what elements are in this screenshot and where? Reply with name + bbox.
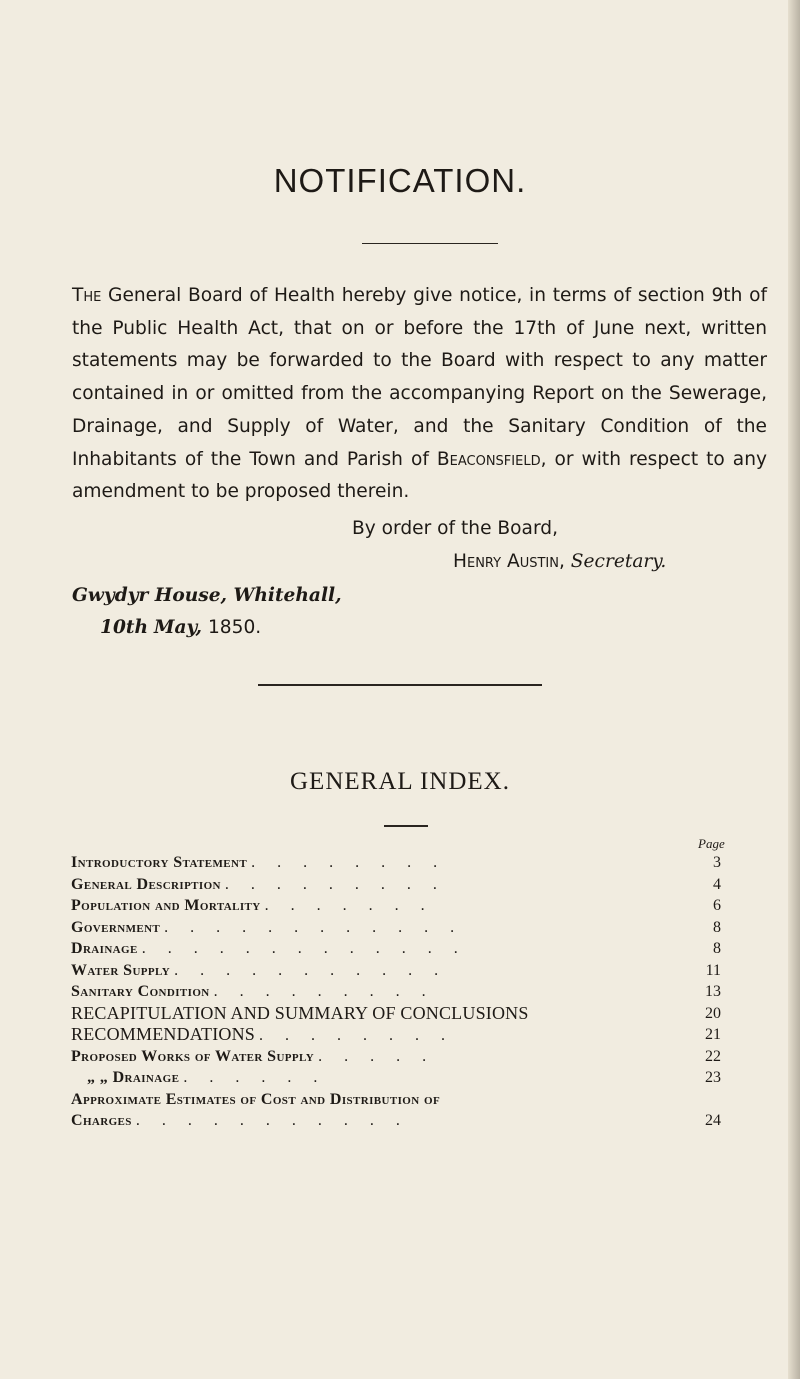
notice-lead-word: The [72,285,102,306]
index-entry: RECAPITULATION AND SUMMARY OF CONCLUSIONS 20 [71,1002,721,1023]
notice-place-name: Beaconsfield [436,448,541,470]
index-entry: Government . . . . . . . . . . . . 8 [71,918,721,936]
order-line: By order of the Board, [352,518,558,539]
index-entry: RECOMMENDATIONS . . . . . . . . 21 [71,1024,721,1044]
index-entry: Sanitary Condition . . . . . . . . . 13 [71,983,721,1000]
notice-text-part2: , or with respect to any amendment to be proposed therein. [72,448,767,503]
notice-body [72,280,767,509]
page-column-header: Page [698,836,725,851]
index-title: GENERAL INDEX. [290,768,510,795]
page-edge-shadow [788,0,800,1379]
date-year: 1850. [207,617,262,638]
index-entry: Charges . . . . . . . . . . . 24 [71,1112,721,1129]
index-entry: Population and Mortality . . . . . . . 6 [71,897,721,914]
notification-title: NOTIFICATION. [273,162,527,199]
index-entry: Water Supply . . . . . . . . . . . 11 [71,961,721,979]
date-month: May, [153,617,203,638]
secretary-signature [453,551,666,572]
address-line: Gwydyr House, Whitehall, [72,585,342,606]
notice-text-part1: General Board of Health hereby give notice, in terms of section 9th of the Public Health Act, that on or before the 17th of June next, written statements may be forwarded to the Board with respect to any matter contained in or omitted from the accompanying Report on the Sewerage, Drainage, and Supply of Water, and the Sanitary Condition of the Inhabitants of the Town and Parish of [72,285,767,470]
index-entry: Proposed Works of Water Supply . . . . . 22 [71,1047,721,1065]
secretary-title: Secretary. [570,551,667,572]
index-entry: General Description . . . . . . . . . 4 [71,875,721,893]
date-line [100,617,261,638]
section-divider [258,684,542,686]
index-list [71,852,721,1132]
date-ordinal: 10th [100,617,148,638]
title-divider [362,243,498,244]
index-entry: Introductory Statement . . . . . . . . 3 [71,854,721,871]
secretary-name: Henry Austin, [453,551,565,572]
index-title-divider [384,825,428,827]
index-entry: Drainage . . . . . . . . . . . . . 8 [71,940,721,957]
index-entry: „ „ Drainage . . . . . . 23 [87,1069,721,1086]
index-entry: Approximate Estimates of Cost and Distribution of [71,1090,441,1108]
